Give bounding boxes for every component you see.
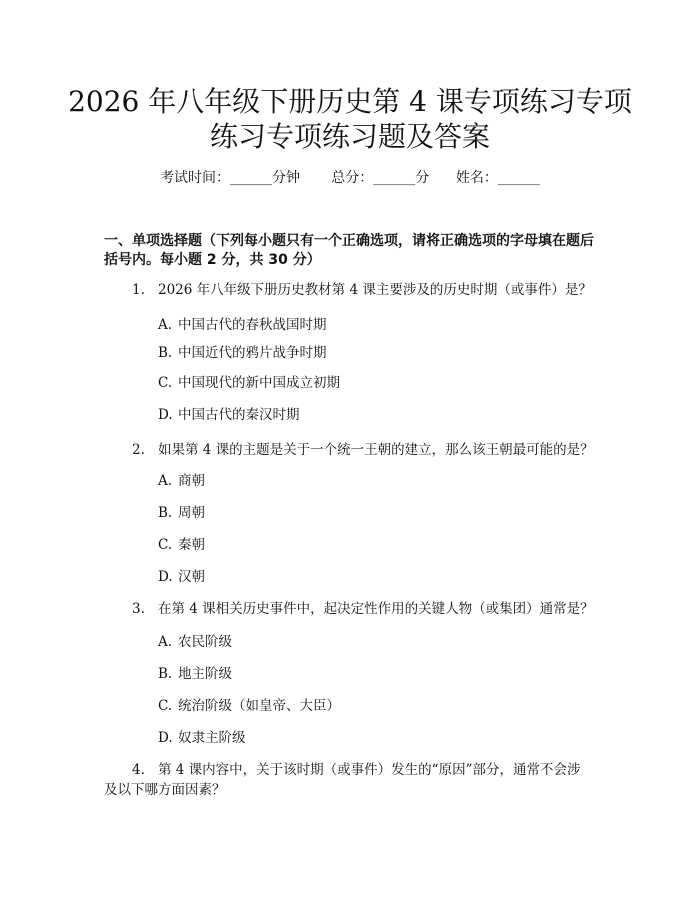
exam-meta-line [0,168,700,188]
option-item [158,696,340,716]
exam-time-label: 考试时间：______分钟 [160,170,301,186]
document-title-line2: 练习专项练习题及答案 [209,120,490,153]
option-item [158,405,300,425]
option-letter: C. [158,375,173,391]
option-item [158,664,232,684]
option-text: 周朝 [178,505,205,521]
question-text-line1: 第 4 课内容中，关于该时期（或事件）发生的“原因”部分，通常不会涉 [158,762,581,778]
option-text: 农民阶级 [178,634,232,650]
option-letter: B. [158,345,173,361]
option-item [158,728,246,748]
question-text: 在第 4 课相关历史事件中，起决定性作用的关键人物（或集团）通常是？ [158,601,594,617]
option-item [158,632,232,652]
option-text: 统治阶级（如皇帝、大臣） [178,698,340,714]
total-score-label: 总分：______分 [331,170,430,186]
option-item [158,535,205,555]
name-label: 姓名：______ [455,170,540,186]
option-letter: A. [158,473,173,489]
option-text: 地主阶级 [178,666,232,682]
option-letter: A. [158,634,173,650]
option-letter: B. [158,505,173,521]
question-number: 4. [132,762,145,778]
option-text: 奴隶主阶级 [178,730,246,746]
question-number: 2. [132,442,145,458]
question-number: 3. [132,601,145,617]
option-item [158,315,327,335]
option-letter: C. [158,537,173,553]
option-letter: A. [158,317,173,333]
option-letter: C. [158,698,173,714]
option-item [158,373,340,393]
option-letter: D. [158,730,173,746]
option-item [158,567,205,587]
section-heading-line2: 括号内。每小题 2 分，共 30 分） [104,252,321,268]
option-item [158,343,327,363]
option-item [158,471,205,491]
question-text-line2: 及以下哪方面因素？ [104,782,226,798]
option-text: 中国近代的鸦片战争时期 [178,345,327,361]
option-text: 汉朝 [178,569,205,585]
option-letter: B. [158,666,173,682]
question-text: 如果第 4 课的主题是关于一个统一王朝的建立，那么该王朝最可能的是？ [158,442,594,458]
section-heading-line1: 一、单项选择题（下列每小题只有一个正确选项，请将正确选项的字母填在题后 [104,233,594,249]
question-text: 2026 年八年级下册历史教材第 4 课主要涉及的历史时期（或事件）是？ [158,282,592,298]
option-letter: D. [158,569,173,585]
option-text: 商朝 [178,473,205,489]
option-text: 秦朝 [178,537,205,553]
option-letter: D. [158,407,173,423]
option-text: 中国现代的新中国成立初期 [178,375,340,391]
question-number: 1. [132,282,145,298]
option-text: 中国古代的秦汉时期 [178,407,300,423]
option-text: 中国古代的春秋战国时期 [178,317,327,333]
option-item [158,503,205,523]
document-title-line1: 2026 年八年级下册历史第 4 课专项练习专项 [68,85,632,118]
